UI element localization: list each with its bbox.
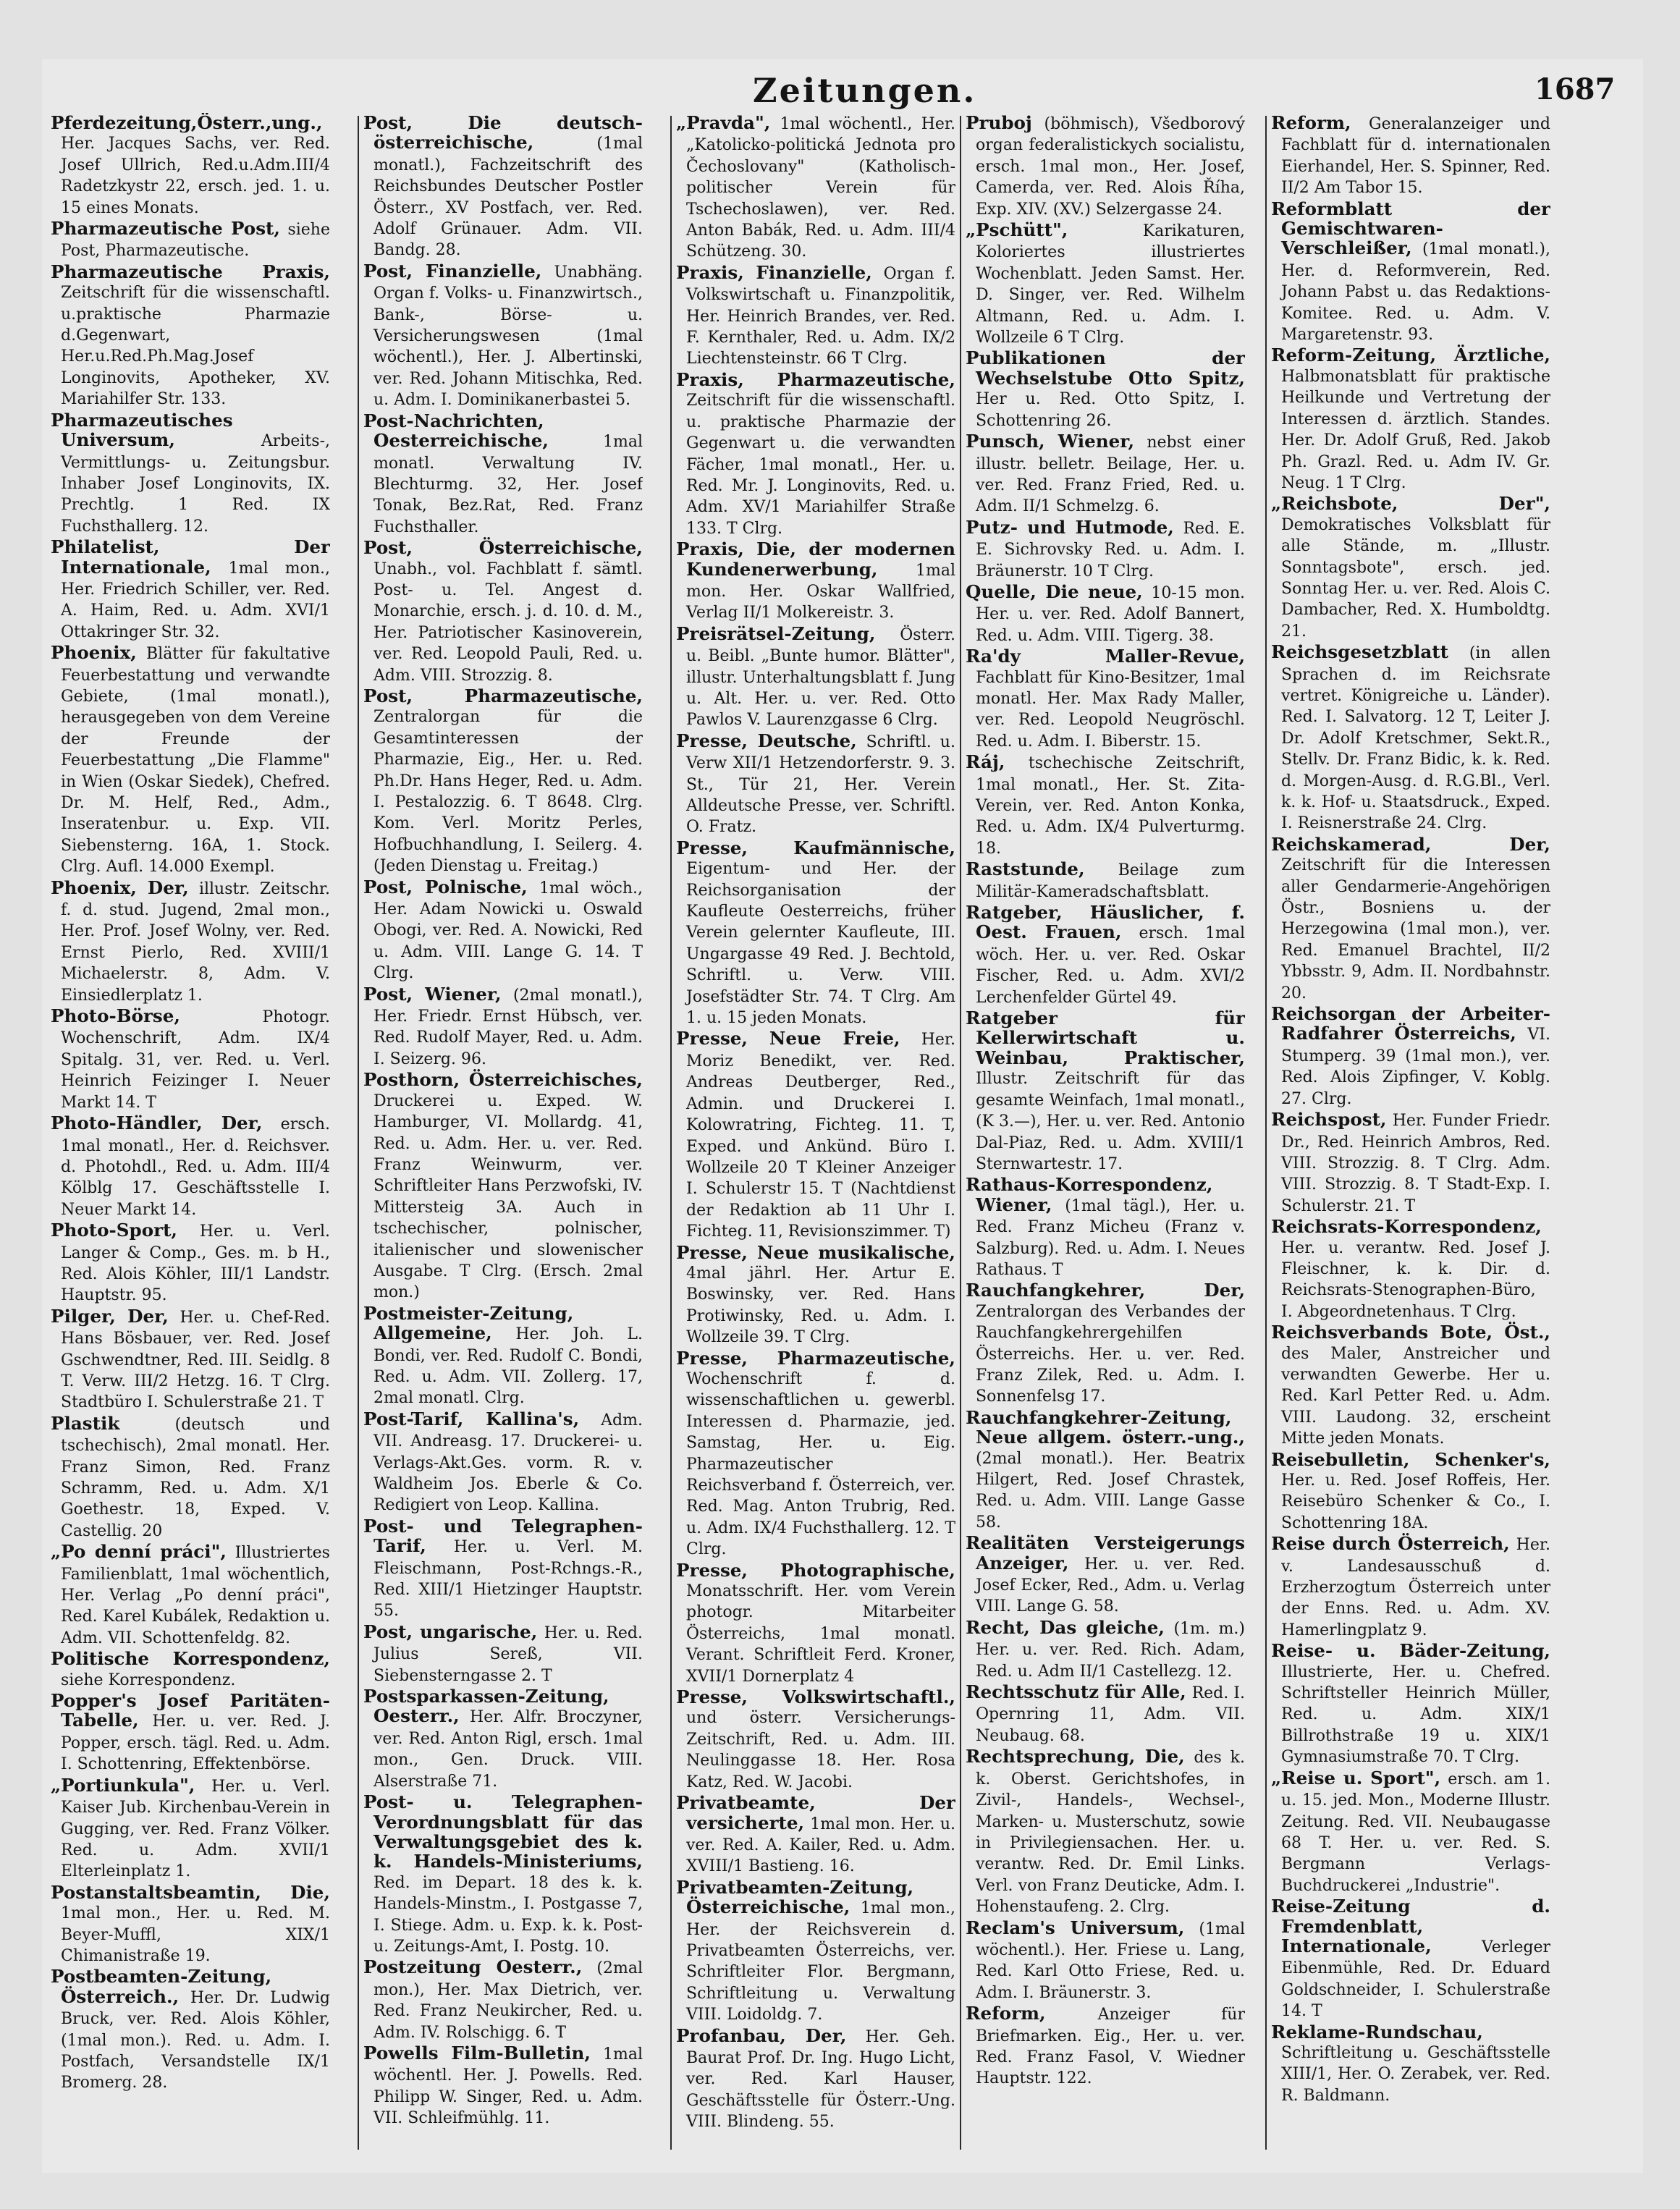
entry-title: „Pravda", (676, 113, 771, 133)
entry-title: Presse, Photographische, (676, 1559, 955, 1581)
entry-text: (böhmisch), Všedborový organ federalistickych socialistu, ersch. 1mal mon., Her. Josef, Camerda, ver. Red. Alois Říha, Exp. XIV. (XV.) Selzergasse 24. (976, 115, 1245, 219)
entry-text: Karikaturen, Koloriertes illustriertes Wochenblatt. Jeden Samst. Her. D. Singer, ver. Red. Wilhelm Altmann, Red. u. Adm. I. Wollzeile 6 T Clrg. (976, 222, 1245, 347)
directory-entry (676, 624, 955, 730)
entry-text: Red. I. Opernring 11, Adm. VII. Neubaug. 68. (976, 1684, 1245, 1745)
entry-text: Demokratisches Volksblatt für alle Stände, m. „Illustr. Sonntagsbote", ersch. jed. Sonntag Her. u. ver. Red. Alois C. Dambacher, Red. X. Humboldtg. 21. (1281, 515, 1550, 641)
directory-entry (1271, 113, 1550, 198)
entry-text: 1mal mon., Her. der Reichsverein d. Privatbeamten Österreichs, ver. Schriftleiter Flor. Bergmann, Schriftleitung u. Verwaltung VIII. Loidoldg. 7. (686, 1899, 955, 2024)
directory-entry (1271, 1534, 1550, 1640)
entry-text: 1mal mon., Her. u. Red. M. Beyer-Muffl, XIX/1 Chimanistraße 19. (61, 1904, 330, 1965)
directory-entry (966, 582, 1245, 646)
entry-title: Powells Film-Bulletin, (363, 2042, 591, 2064)
entry-text: Her. v. Landesausschuß d. Erzherzogtum Österreich unter der Enns. Red. u. Adm. XV. Hamerlingplatz 9. (1281, 1536, 1550, 1639)
directory-entry (363, 1409, 643, 1516)
directory-entry (676, 1687, 955, 1792)
directory-entry (676, 731, 955, 837)
directory-entry (363, 1792, 643, 1956)
directory-entry (966, 1175, 1245, 1280)
directory-entry (1271, 199, 1550, 345)
entry-title: Reichskamerad, Der, (1271, 833, 1550, 855)
entry-text: VI. Stumperg. 39 (1mal mon.), ver. Red. Alois Zipfinger, V. Koblg. 27. Clrg. (1281, 1026, 1550, 1108)
entry-title: Phoenix, (51, 642, 137, 664)
entry-text: Her. u. Verl. M. Fleischmann, Post-Rchngs.-R., Red. XIII/1 Hietzinger Hauptstr. 55. (373, 1538, 643, 1621)
entry-text: 1mal mon. Her. u. ver. Red. A. Kailer, Red. u. Adm. XVIII/1 Bastieng. 16. (686, 1815, 955, 1876)
entry-title: Pharmazeutisches Universum, (51, 409, 233, 451)
entry-title: Rechtsprechung, Die, (966, 1746, 1185, 1767)
column-3 (676, 113, 955, 2154)
entry-text: siehe Korrespondenz. (61, 1671, 236, 1689)
entry-title: Presse, Kaufmännische, (676, 837, 955, 858)
entry-text: Monatsschrift. Her. vom Verein photogr. Mitarbeiter Österreichs, 1mal monatl. Verant. Schriftleit Ferd. Kroner, XVII/1 Dornerplatz 4 (686, 1582, 955, 1686)
directory-entry (676, 370, 955, 538)
directory-entry (1271, 494, 1550, 641)
directory-entry (1271, 1110, 1550, 1216)
entry-title: Presse, Neue musikalische, (676, 1241, 955, 1263)
entry-text: 1mal mon. Her. Oskar Wallfried, Verlag II/1 Molkereistr. 3. (686, 561, 955, 622)
directory-entry (966, 646, 1245, 751)
directory-entry (966, 1280, 1245, 1406)
directory-entry (363, 1622, 643, 1686)
entry-title: Phoenix, Der, (51, 877, 189, 898)
entry-title: Postzeitung Oesterr., (363, 1956, 583, 1978)
entry-text: Her. Funder Friedr. Dr., Red. Heinrich Ambros, Red. VIII. Strozzig. 8. T Clrg. Adm. VIII. Strozzig. 8. T Stadt-Exp. I. Schulerstr. 21. T (1281, 1112, 1550, 1215)
column-2 (363, 113, 643, 2154)
directory-entry (1271, 1322, 1550, 1448)
entry-title: Reichsverbands Bote, Öst., (1271, 1322, 1550, 1343)
entry-title: Privatbeamte, Der versicherte, (676, 1792, 955, 1833)
directory-entry (51, 1883, 330, 1967)
entry-title: „Reise u. Sport", (1271, 1767, 1441, 1788)
entry-title: Reklame-Rundschau, (1271, 2021, 1483, 2043)
entry-text: 1mal wöchentl. Her. J. Powells. Red. Philipp W. Singer, Red. u. Adm. VII. Schleifmühlg. 11. (373, 2045, 643, 2128)
directory-entry (363, 1516, 643, 1621)
entry-title: Post- u. Telegraphen-Verordnungsblatt für das Verwaltungsgebiet des k. k. Handels-Ministeriums, (363, 1791, 643, 1872)
directory-entry (51, 537, 330, 642)
directory-entry (1271, 1641, 1550, 1767)
entry-text: 1mal wöch., Her. Adam Nowicki u. Oswald Obogi, ver. Red. A. Nowicki, Red u. Adm. VIII. Lange G. 14. T Clrg. (373, 879, 643, 983)
entry-text: Her. Dr. Ludwig Bruck, ver. Red. Alois Köhler, (1mal mon.). Red. u. Adm. I. Postfach, Versandstelle IX/1 Bromerg. 28. (61, 1988, 330, 2092)
directory-entry (1271, 345, 1550, 493)
entry-title: Politische Korrespondenz, (51, 1648, 330, 1670)
entry-text: des k. k. Oberst. Gerichtshofes, in Zivil-, Handels-, Wechsel-, Marken- u. Musterschutz, sowie in Privilegiensachen. Her. u. verantw. Red. Dr. Emil Links. Verl. von Franz Deuticke, Adm. I. Hohenstaufeng. 2. Clrg. (976, 1749, 1245, 1917)
directory-entry (51, 1542, 330, 1648)
column-5 (1271, 113, 1550, 2154)
entry-title: Realitäten Versteigerungs Anzeiger, (966, 1532, 1245, 1574)
entry-title: Popper's Josef Paritäten-Tabelle, (51, 1690, 330, 1731)
directory-entry (363, 1686, 643, 1791)
entry-text: Beilage zum Militär-Kameradschaftsblatt. (976, 861, 1245, 901)
directory-entry (966, 1682, 1245, 1746)
entry-text: Her. Jacques Sachs, ver. Red. Josef Ullrich, Red.u.Adm.III/4 Radetzkystr 22, ersch. jed. 1. u. 15 eines Monats. (61, 135, 330, 217)
directory-entry (51, 262, 330, 410)
directory-entry (363, 1304, 643, 1408)
entry-title: Praxis, Finanzielle, (676, 261, 872, 283)
entry-title: Ratgeber, Häuslicher, f. Oest. Frauen, (966, 902, 1245, 943)
entry-title: Pharmazeutische Post, (51, 218, 280, 240)
entry-text: Schriftl. u. Verw XII/1 Hetzendorferstr. 9. 3. St., Tür 21, Her. Verein Alldeutsche Presse, ver. Schriftl. O. Fratz. (686, 732, 955, 837)
directory-entry (676, 1793, 955, 1877)
directory-entry (51, 1006, 330, 1112)
entry-text: Zeitschrift für die Interessen aller Gendarmerie-Angehörigen Östr., Bosniens u. der Herzegowina (1mal mon.), ver. Red. Emanuel Brachtel, II/2 Ybbsstr. 9, Adm. II. Nordbahnstr. 20. (1281, 856, 1550, 1002)
directory-entry (966, 1533, 1245, 1617)
entry-title: Reichsrats-Korrespondenz, (1271, 1216, 1542, 1238)
directory-entry (51, 1306, 330, 1413)
page-title: Zeitungen. (753, 71, 977, 110)
entry-title: Post, Wiener, (363, 983, 502, 1005)
directory-entry (363, 1957, 643, 2043)
directory-entry (966, 220, 1245, 347)
directory-entry (51, 1113, 330, 1220)
entry-title: Pharmazeutische Praxis, (51, 261, 330, 282)
page-number: 1687 (1535, 72, 1616, 106)
entry-title: Post, Polnische, (363, 876, 528, 897)
entry-title: Profanbau, Der, (676, 2024, 847, 2046)
entry-text: Her. Alfr. Broczyner, ver. Red. Anton Rigl, ersch. 1mal mon., Gen. Druck. VIII. Alserstraße 71. (373, 1708, 643, 1791)
directory-entry (966, 1918, 1245, 2003)
entry-text: Photogr. Wochenschrift, Adm. IX/4 Spitalg. 31, ver. Red. u. Verl. Heinrich Feizinger I. Neuer Markt 14. T (61, 1008, 330, 1112)
directory-entry (1271, 1450, 1550, 1534)
entry-title: Pferdezeitung,Österr.,ung., (51, 113, 323, 133)
entry-title: Post-Nachrichten, Oesterreichische, (363, 410, 549, 452)
entry-title: Pruboj (966, 113, 1032, 133)
directory-entry (51, 1967, 330, 2092)
entry-text: Zeitschrift für die wissenschaftl. u. praktische Pharmazie der Gegenwart u. die verwandten Fächer, 1mal monatl., Her. u. Red. Mr. J. Longinovits, Red. u. Adm. XV/1 Mariahilfer Straße 133. T Clrg. (686, 392, 955, 538)
entry-text: Zentralorgan für die Gesamtinteressen der Pharmazie, Eig., Her. u. Red. Ph.Dr. Hans Heger, Red. u. Adm. I. Pestalozzig. 6. T 8648. Clrg. Kom. Verl. Moritz Perles, Hofbuchhandlung, I. Seilerg. 4. (Jeden Dienstag u. Freitag.) (373, 708, 643, 876)
entry-text: Her. u. Red. Josef Roffeis, Her. Reisebüro Schenker & Co., I. Schottenring 18A. (1281, 1471, 1550, 1532)
column-divider (1265, 116, 1267, 2150)
entry-title: Presse, Volkswirtschaftl., (676, 1686, 955, 1708)
entry-title: Post, ungarische, (363, 1621, 538, 1642)
directory-entry (966, 2003, 1245, 2089)
entry-text: Anzeiger für Briefmarken. Eig., Her. u. ver. Red. Franz Fasol, V. Wiedner Hauptstr. 122. (976, 2006, 1245, 2088)
entry-text: Fachblatt für Kino-Besitzer, 1mal monatl. Her. Max Rady Maller, ver. Red. Leopold Neugröschl. Red. u. Adm. I. Biberstr. 15. (976, 668, 1245, 751)
entry-text: (1mal monatl.), Her. d. Reformverein, Red. Johann Pabst u. das Redaktions-Komitee. Red. u. Adm. V. Margaretenstr. 93. (1281, 240, 1550, 345)
entry-text: Adm. VII. Andreasg. 17. Druckerei- u. Verlags-Akt.Ges. vorm. R. v. Waldheim Jos. Eberle & Co. Redigiert von Leop. Kallina. (373, 1411, 643, 1515)
entry-title: Rathaus-Korrespondenz, Wiener, (966, 1174, 1213, 1215)
entry-text: illustr. Zeitschr. f. d. stud. Jugend, 2mal mon., Her. Prof. Josef Wolny, ver. Red. Ernst Pierlo, Red. XVIII/1 Michaelerstr. 8, Adm. V. Einsiedlerplatz 1. (61, 879, 330, 1005)
entry-text: ersch. am 1. u. 15. jed. Mon., Moderne Illustr. Zeitung. Red. VII. Neubaugasse 68 T. Her. u. ver. Red. S. Bergmann Verlags-Buchdruckerei „Industrie". (1281, 1770, 1550, 1895)
entry-text: des Maler, Anstreicher und verwandten Gewerbe. Her u. Red. Karl Petter Red. u. Adm. VIII. Laudong. 32, erscheint Mitte jeden Monats. (1281, 1344, 1550, 1448)
column-4 (966, 113, 1245, 2154)
entry-title: Post, Finanzielle, (363, 260, 542, 282)
entry-title: Reise-Zeitung d. Fremdenblatt, Internationale, (1271, 1896, 1550, 1956)
entry-title: Posthorn, Österreichisches, (363, 1069, 643, 1091)
directory-entry (51, 219, 330, 261)
entry-text: Her. Geh. Baurat Prof. Dr. Ing. Hugo Licht, ver. Red. Karl Hauser, Geschäftsstelle für Österr.-Ung. VIII. Blindeng. 55. (686, 2027, 955, 2132)
entry-text: (2mal mon.), Her. Max Dietrich, ver. Red. Franz Neukircher, Red. u. Adm. IV. Rolschigg. 6. T (373, 1959, 643, 2042)
entry-text: (1mal monatl.), Fachzeitschrift des Reichsbundes Deutscher Postler Österr., XV Postfach, ver. Red. Adolf Grünauer. Adm. VII. Bandg. 28. (373, 135, 643, 260)
entry-text: Her. u. Chef-Red. Hans Bösbauer, ver. Red. Josef Gschwendtner, Red. III. Seidlg. 8 T. Verw. III/2 Hetzg. 16. T Clrg. Stadtbüro I. Schulerstraße 21. T (61, 1308, 330, 1412)
entry-text: (deutsch und tschechisch), 2mal monatl. Her. Franz Simon, Red. Franz Schramm, Red. u. Adm. X/1 Goethestr. 18, Exped. V. Castellig. 20 (61, 1415, 330, 1540)
entry-title: Pilger, Der, (51, 1305, 169, 1327)
entry-title: Preisrätsel-Zeitung, (676, 622, 876, 644)
directory-entry (51, 1775, 330, 1882)
entry-text: (1mal wöchentl.). Her. Friese u. Lang, Red. Karl Otto Friese, Red. u. Adm. I. Bräunerstr. 3. (976, 1919, 1245, 2002)
directory-entry (363, 686, 643, 877)
entry-title: Photo-Börse, (51, 1005, 180, 1027)
entry-text: Red. E. E. Sichrovsky Red. u. Adm. I. Bräunerstr. 10 T Clrg. (976, 519, 1245, 580)
directory-entry (363, 877, 643, 984)
entry-text: Her. u. Verl. Langer & Comp., Ges. m. b H., Red. Alois Köhler, III/1 Landstr. Hauptstr. 95. (61, 1222, 330, 1305)
entry-text: ersch. 1mal wöch. Her. u. ver. Red. Oskar Fischer, Red. u. Adm. XVI/2 Lerchenfelder Gürtel 49. (976, 924, 1245, 1007)
directory-entry (676, 113, 955, 262)
entry-text: (2mal monatl.). Her. Beatrix Hilgert, Red. Josef Chrastek, Red. u. Adm. VIII. Lange Gasse 58. (976, 1449, 1245, 1532)
entry-text: Illustrierte, Her. u. Chefred. Schriftsteller Heinrich Müller, Red. u. Adm. XIX/1 Billrothstraße 19 u. XIX/1 Gymnasiumstraße 70. T Clrg. (1281, 1663, 1550, 1767)
entry-text: (in allen Sprachen d. im Reichsrate vertret. Königreiche u. Länder). Red. I. Salvatorg. 12 T, Leiter J. Dr. Adolf Kretschmer, Sekt.R., Stellv. Dr. Franz Bidic, k. k. Red. d. Morgen-Ausg. d. R.G.Bl., Verl. k. k. Hof- u. Staatsdruck., Exped. I. Reisnerstraße 24. Clrg. (1281, 644, 1550, 833)
entry-title: „Po denní práci", (51, 1541, 227, 1563)
directory-entry (1271, 1217, 1550, 1322)
directory-entry (1271, 1004, 1550, 1109)
entry-text: Arbeits-, Vermittlungs- u. Zeitungsbur. Inhaber Josef Longinovits, IX. Prechtlg. 1 Red. IX Fuchsthallerg. 12. (61, 432, 330, 536)
entry-text: Halbmonatsblatt für praktische Heilkunde und Vertretung der Interessen d. ärztlich. Standes. Her. Dr. Adolf Gruß, Red. Jakob Ph. Grazl. Red. u. Adm IV. Gr. Neug. 1 T Clrg. (1281, 367, 1550, 492)
directory-entry (966, 1408, 1245, 1532)
entry-title: Post, Die deutsch-österreichische, (363, 113, 643, 153)
entry-title: „Portiunkula", (51, 1774, 195, 1796)
entry-title: Rauchfangkehrer, Der, (966, 1280, 1245, 1301)
entry-text: Verleger Eibenmühle, Red. Dr. Eduard Goldschneider, I. Schulerstraße 14. T (1281, 1938, 1550, 2021)
directory-entry (966, 431, 1245, 517)
directory-entry (51, 1649, 330, 1690)
directory-entry (966, 1008, 1245, 1174)
directory-entry (1271, 2022, 1550, 2106)
entry-title: Post-Tarif, Kallina's, (363, 1408, 580, 1429)
directory-entry (51, 643, 330, 877)
entry-title: Ra'dy Maller-Revue, (966, 646, 1245, 667)
entry-title: Praxis, Pharmazeutische, (676, 368, 955, 390)
directory-entry (363, 2043, 643, 2129)
directory-entry (363, 538, 643, 685)
entry-title: Rauchfangkehrer-Zeitung, Neue allgem. österr.-ung., (966, 1406, 1245, 1448)
directory-entry (363, 113, 643, 261)
entry-title: Post, Österreichische, (363, 537, 643, 559)
directory-entry (363, 411, 643, 537)
entry-title: Putz- und Hutmode, (966, 516, 1174, 538)
entry-title: Post, Pharmazeutische, (363, 685, 643, 706)
directory-entry (363, 1070, 643, 1302)
entry-text: 1mal monatl. Verwaltung IV. Blechturmg. 32, Her. Josef Tonak, Bez.Rat, Red. Franz Fuchsthaller. (373, 433, 643, 536)
entry-title: Reise- u. Bäder-Zeitung, (1271, 1640, 1550, 1662)
entry-title: Reichsorgan der Arbeiter-Radfahrer Österreichs, (1271, 1003, 1550, 1044)
directory-entry (51, 878, 330, 1005)
entry-title: Philatelist, Der Internationale, (51, 536, 330, 578)
directory-entry (966, 518, 1245, 581)
entry-title: Presse, Pharmazeutische, (676, 1347, 955, 1369)
entry-title: Ráj, (966, 751, 1005, 773)
entry-title: Post- und Telegraphen-Tarif, (363, 1515, 643, 1557)
directory-entry (1271, 642, 1550, 834)
entry-text: Her. Moriz Benedikt, ver. Red. Andreas Deutberger, Red., Admin. und Druckerei I. Kolowratring, Fichteg. 11. T, Exped. und Ankünd. Büro I. Wollzeile 20 T Kleiner Anzeiger I. Schulerstr 15. T (Nachtdienst der Redaktion ab 11 Uhr I. Fichteg. 11, Revisionszimmer. T) (686, 1031, 955, 1241)
directory-entry (966, 1746, 1245, 1917)
directory-entry (676, 539, 955, 623)
directory-entry (676, 263, 955, 369)
directory-entry (676, 1029, 955, 1241)
entry-title: Praxis, Die, der modernen Kundenerwerbung, (676, 538, 955, 580)
entry-title: Postanstaltsbeamtin, Die, (51, 1881, 330, 1903)
entry-text: Schriftleitung u. Geschäftsstelle XIII/1, Her. O. Zerabek, ver. Red. R. Baldmann. (1281, 2043, 1550, 2105)
entry-text: Blätter für fakultative Feuerbestattung und verwandte Gebiete, (1mal monatl.), herausgegeben von dem Vereine der Freunde der Feuerbestattung „Die Flamme" in Wien (Oskar Siedek), Chefred. Dr. M. Helf, Red., Adm., Inseratenbur. u. Exp. VII. Siebensterng. 16A, 1. Stock. Clrg. Aufl. 14.000 Exempl. (61, 645, 330, 877)
directory-entry (966, 348, 1245, 431)
entry-text: Österr. u. Beibl. „Bunte humor. Blätter", illustr. Unterhaltungsblatt f. Jung u. Alt. Her. u. ver. Red. Otto Pawlos V. Laurenzgasse 6 Clrg. (686, 625, 955, 730)
directory-entry (51, 1220, 330, 1306)
entry-text: (1m. m.) Her. u. ver. Red. Rich. Adam, Red. u. Adm II/1 Castellezg. 12. (976, 1619, 1245, 1681)
directory-entry (363, 261, 643, 410)
entry-title: Reformblatt der Gemischtwaren-Verschleißer, (1271, 198, 1550, 259)
entry-text: Unabhäng. Organ f. Volks- u. Finanzwirtsch., Bank-, Börse- u. Versicherungswesen (1mal wöchentl.), Her. J. Albertinski, ver. Red. Johann Mitischka, Red. u. Adm. I. Dominikanerbastei 5. (373, 263, 643, 410)
directory-entry (51, 1414, 330, 1541)
entry-text: Illustr. Zeitschrift für das gesamte Weinfach, 1mal monatl., (K 3.—), Her. u. ver. Red. Antonio Dal-Piaz, Red. u. Adm. XVIII/1 Sternwartestr. 17. (976, 1070, 1245, 1173)
entry-text: 1mal mon., Her. Friedrich Schiller, ver. Red. A. Haim, Red. u. Adm. XVI/1 Ottakringer Str. 32. (61, 559, 330, 641)
entry-text: Eigentum- und Her. der Reichsorganisation der Kaufleute Oesterreichs, früher Verein gelernter Kaufleute, III. Ungargasse 49 Red. J. Bechtold, Schriftl. u. Verw. VIII. Josefstädter Str. 74. T Clrg. Am 1. u. 15 jeden Monats. (686, 860, 955, 1028)
entry-title: Reform, (1271, 113, 1351, 133)
entry-text: und österr. Versicherungs-Zeitschrift, Red. u. Adm. III. Neulinggasse 18. Her. Rosa Katz, Red. W. Jacobi. (686, 1709, 955, 1791)
directory-entry (1271, 835, 1550, 1003)
entry-text: siehe Post, Pharmazeutische. (61, 221, 330, 261)
entry-title: Privatbeamten-Zeitung, Österreichische, (676, 1876, 914, 1918)
directory-entry (676, 838, 955, 1029)
entry-title: Presse, Deutsche, (676, 730, 857, 751)
entry-text: nebst einer illustr. belletr. Beilage, Her. u. ver. Red. Franz Fried, Red. u. Adm. II/1 Schmelzg. 6. (976, 434, 1245, 516)
entry-title: Postmeister-Zeitung, Allgemeine, (363, 1302, 574, 1344)
directory-entry (51, 1691, 330, 1775)
entry-text: Wochenschrift f. d. wissenschaftlichen u. gewerbl. Interessen d. Pharmazie, jed. Samstag, Her. u. Eig. Pharmazeutischer Reichsverband f. Österreich, ver. Red. Mag. Anton Trubrig, Red. u. Adm. IX/4 Fuchsthallerg. 12. T Clrg. (686, 1369, 955, 1559)
entry-title: Reichspost, (1271, 1109, 1387, 1131)
entry-text: Her. u. Red. Julius Sereß, VII. Siebensterngasse 2. T (373, 1623, 643, 1685)
directory-entry (966, 752, 1245, 858)
entry-title: Reclam's Universum, (966, 1917, 1185, 1938)
entry-text: Her. u. ver. Red. Josef Ecker, Red., Adm. u. Verlag VIII. Lange G. 58. (976, 1555, 1245, 1616)
column-divider (358, 116, 359, 2150)
directory-entry (51, 410, 330, 536)
entry-title: Raststunde, (966, 858, 1085, 880)
entry-text: tschechische Zeitschrift, 1mal monatl., Her. St. Zita-Verein, ver. Red. Anton Konka, Red. u. Adm. IX/4 Pulverturmg. 18. (976, 754, 1245, 858)
entry-title: Reichsgesetzblatt (1271, 641, 1448, 663)
column-divider (670, 116, 672, 2150)
entry-title: Publikationen der Wechselstube Otto Spitz, (966, 347, 1245, 389)
entry-text: Zeitschrift für die wissenschaftl. u.praktische Pharmazie d.Gegenwart, Her.u.Red.Ph.Mag.Josef Longinovits, Apotheker, XV. Mariahilfer Str. 133. (61, 284, 330, 409)
entry-text: 1mal wöchentl., Her. „Katolicko-politická Jednota pro Čechoslovany" (Katholisch-politischer Verein für Tschechoslawen), ver. Red. Anton Babák, Red. u. Adm. III/4 Schützeng. 30. (686, 115, 955, 261)
entry-text: 4mal jährl. Her. Artur E. Boswinsky, ver. Red. Hans Protiwinsky, Red. u. Adm. I. Wollzeile 39. T Clrg. (686, 1264, 955, 1347)
entry-title: Recht, Das gleiche, (966, 1616, 1165, 1638)
entry-title: Quelle, Die neue, (966, 580, 1143, 602)
entry-title: Punsch, Wiener, (966, 431, 1135, 452)
directory-entry (966, 859, 1245, 902)
entry-text: Generalanzeiger und Fachblatt für d. internationalen Eierhandel, Her. S. Spinner, Red. II/2 Am Tabor 15. (1281, 115, 1550, 198)
entry-title: Photo-Sport, (51, 1220, 177, 1241)
entry-text: Her. u. Verl. Kaiser Jub. Kirchenbau-Verein in Gugging, ver. Red. Franz Völker. Red. u. Adm. XVII/1 Elterleinplatz 1. (61, 1777, 330, 1881)
directory-entry (966, 113, 1245, 219)
entry-text: 10-15 mon. Her. u. ver. Red. Adolf Bannert, Red. u. Adm. VIII. Tigerg. 38. (976, 583, 1245, 645)
entry-title: Postbeamten-Zeitung, Österreich., (51, 1966, 272, 2007)
entry-text: ersch. 1mal monatl., Her. d. Reichsver. d. Photohdl., Red. u. Adm. III/4 Kölblg 17. Geschäftsstelle I. Neuer Markt 14. (61, 1115, 330, 1219)
entry-title: Presse, Neue Freie, (676, 1028, 900, 1049)
entry-title: Postsparkassen-Zeitung, Oesterr., (363, 1686, 609, 1727)
entry-title: „Reichsbote, Der", (1271, 493, 1550, 515)
entry-title: Reisebulletin, Schenker's, (1271, 1448, 1550, 1470)
entry-text: (2mal monatl.), Her. Friedr. Ernst Hübsch, ver. Red. Rudolf Mayer, Red. u. Adm. I. Seizerg. 96. (373, 986, 643, 1068)
entry-text: Druckerei u. Exped. W. Hamburger, VI. Mollardg. 41, Red. u. Adm. Her. u. ver. Red. Franz Weinwurm, ver. Schriftleiter Hans Perzwofski, IV. Mittersteig 3A. Auch in tschechischer, polnischer, italienischer und slowenischer Ausgabe. T Clrg. (Ersch. 2mal mon.) (373, 1091, 643, 1302)
entry-title: Reform-Zeitung, Ärztliche, (1271, 345, 1550, 366)
directory-entry (676, 2026, 955, 2132)
column-divider (960, 116, 961, 2150)
entry-text: Unabh., vol. Fachblatt f. sämtl. Post- u. Tel. Angest d. Monarchie, ersch. j. d. 10. d. M., Her. Patriotischer Kasinoverein, ver. Red. Leopold Pauli, Red. u. Adm. VIII. Strozzig. 8. (373, 559, 643, 685)
entry-text: Illustriertes Familienblatt, 1mal wöchentlich, Her. Verlag „Po denní práci", Red. Karel Kubálek, Redaktion u. Adm. VII. Schottenfeldg. 82. (61, 1544, 330, 1647)
directory-entry (1271, 1768, 1550, 1896)
directory-entry (51, 113, 330, 218)
directory-entry (676, 1878, 955, 2025)
directory-entry (676, 1560, 955, 1686)
directory-entry (363, 984, 643, 1070)
entry-title: Reise durch Österreich, (1271, 1533, 1510, 1555)
directory-entry (676, 1243, 955, 1348)
column-1 (51, 113, 330, 2154)
entry-title: „Pschütt", (966, 219, 1068, 241)
entry-title: Plastik (51, 1412, 120, 1434)
entry-text: Organ f. Volkswirtschaft u. Finanzpolitik, Her. Heinrich Brandes, ver. Red. F. Kernthaler, Red. u. Adm. IX/2 Liechtensteinstr. 66 T Clrg. (686, 264, 955, 368)
entry-title: Photo-Händler, Der, (51, 1112, 263, 1134)
directory-entry (676, 1348, 955, 1560)
entry-title: Ratgeber für Kellerwirtschaft u. Weinbau, Praktischer, (966, 1008, 1245, 1068)
entry-text: Zentralorgan des Verbandes der Rauchfangkehrergehilfen Österreichs. Her. u. ver. Red. Franz Zilek, Red. u. Adm. I. Sonnenfelsg 17. (976, 1302, 1245, 1406)
entry-title: Reform, (966, 2003, 1046, 2024)
directory-entry (966, 903, 1245, 1008)
entry-text: Her. Joh. L. Bondi, ver. Red. Rudolf C. Bondi, Red. u. Adm. VII. Zollerg. 17, 2mal monatl. Clrg. (373, 1325, 643, 1408)
directory-entry (966, 1618, 1245, 1681)
entry-text: Her. u. verantw. Red. Josef J. Fleischner, k. k. Dir. d. Reichsrats-Stenographen-Büro, I. Abgeordnetenhaus. T Clrg. (1281, 1238, 1550, 1321)
entry-text: Red. im Depart. 18 des k. k. Handels-Minstm., I. Postgasse 7, I. Stiege. Adm. u. Exp. k. k. Post- u. Zeitungs-Amt, I. Postg. 10. (373, 1873, 643, 1956)
entry-text: Her. u. ver. Red. J. Popper, ersch. tägl. Red. u. Adm. I. Schottenring, Effektenbörse. (61, 1712, 330, 1774)
entry-text: (1mal tägl.), Her. u. Red. Franz Micheu (Franz v. Salzburg). Red. u. Adm. I. Neues Rathaus. T (976, 1196, 1245, 1279)
directory-entry (1271, 1896, 1550, 2021)
entry-text: Her u. Red. Otto Spitz, I. Schottenring 26. (976, 390, 1245, 430)
entry-title: Rechtsschutz für Alle, (966, 1681, 1186, 1703)
